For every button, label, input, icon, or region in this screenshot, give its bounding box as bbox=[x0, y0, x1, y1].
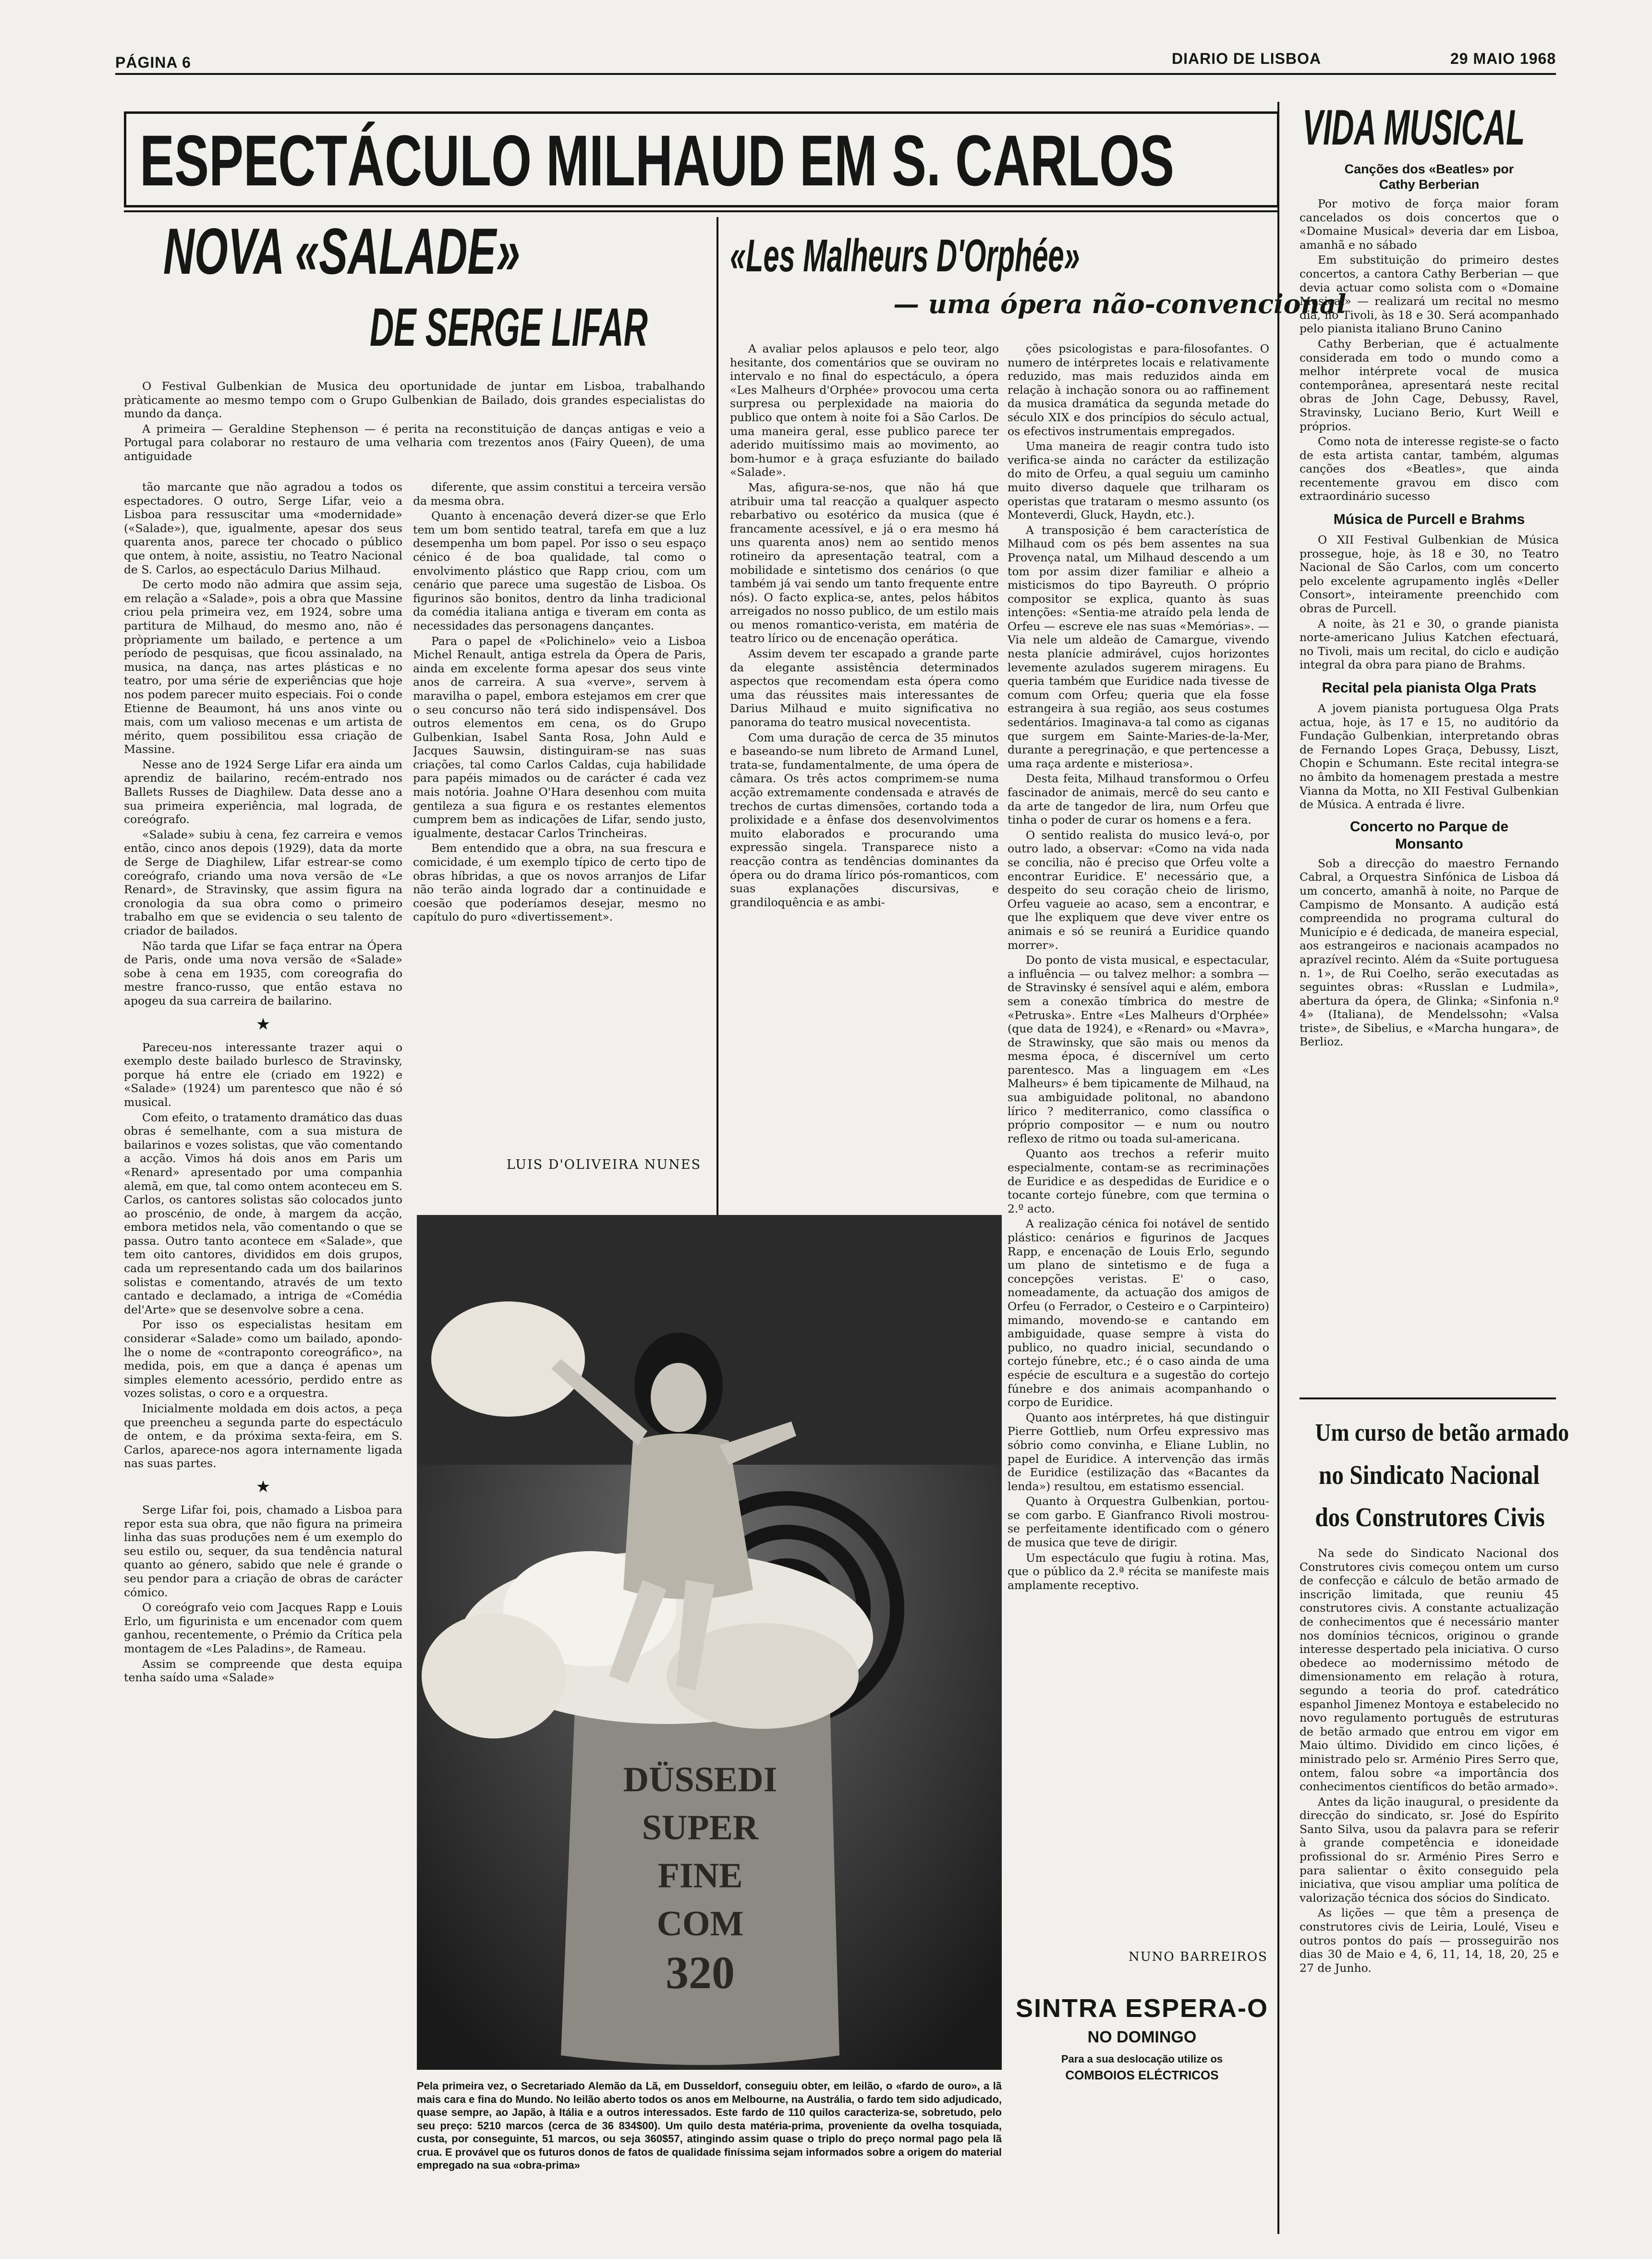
newspaper-name: DIARIO DE LISBOA bbox=[1172, 50, 1322, 67]
salade-paragraph: Para o papel de «Polichinelo» veio a Lisboa Michel Renault, antiga estrela da Ópera de Paris, ainda em excelente forma apesar dos seus vinte anos de carreira. A sua «verve», servem à maravilha o papel, embora estejamos em crer que o seu concurso não terá sido indispensável. Dos outros elementos em cena, os do Grupo Gulbenkian, Isabel Santa Rosa, John Auld e Jacques Sauwsin, distinguiram-se nas suas criações, tal como Carlos Caldas, cuja habilidade para papéis mimados ou de carácter é cada vez mais notória. Joahne O'Hara desenhou com muita gentileza a sua figura e os restantes elementos cumprem bem as indicações de Lifar, sendo justo, igualmente, destacar Carlos Trincheiras. bbox=[413, 634, 706, 840]
svg-text:DÜSSEDI: DÜSSEDI bbox=[623, 1760, 777, 1799]
curso-column bbox=[1300, 1546, 1559, 2238]
orphee-paragraph: A realização cénica foi notável de sentido plástico: cenários e figurinos de Jacques Rapp, e encenação de Louis Erlo, segundo um plano de sintetismo e de fuga a concepções veristas. E' o caso, nomeadamente, da actuação dos amigos de Orfeu (o Ferrador, o Cesteiro e o Carpinteiro) mimando, movendo-se e cantando em ambiguidade, quase sempre à vista do publico, no quadro inicial, secundando o cortejo fúnebre, etc.; é o caso ainda de uma espécie de escultura e a sugestão do cortejo fúnebre e dos animais acompanhando o corpo de Euridice. bbox=[1008, 1217, 1269, 1409]
vida-paragraph: Como nota de interesse registe-se o facto de esta artista cantar, também, algumas canções dos «Beatles», que ainda recentemente gravou em disco com extraordinário sucesso bbox=[1300, 435, 1559, 503]
svg-text:COM: COM bbox=[656, 1904, 744, 1943]
orphee-column-2 bbox=[1008, 342, 1269, 1946]
photo-caption: Pela primeira vez, o Secretariado Alemão da Lã, em Dusseldorf, conseguiu obter, em leilão, o «fardo de ouro», a lã mais cara e fina do Mundo. No leilão aberto todos os anos em Melbourne, na Austrália, o fardo tem sido adjudicado, quase sempre, ao Japão, à Itália e a outros interessados. Este fardo de 110 quilos caracteriza-se, sobretudo, pelo seu preço: 5210 marcos (cerca de 36 834$00). Um quilo desta matéria-prima, proveniente da ovelha tosquiada, custa, por conseguinte, 51 marcos, ou seja 360$57, atingindo assim quase o triplo do preço normal pago pela lã crua. E provável que os futuros donos de fatos de qualidade finíssima sejam informados sobre a origem do material empregado na sua «obra-prima» bbox=[417, 2080, 1002, 2171]
column-rule-vida bbox=[1277, 102, 1279, 2234]
orphee-subtitle: — uma ópera não-convencional bbox=[893, 289, 1347, 319]
svg-text:FINE: FINE bbox=[657, 1856, 743, 1895]
salade-paragraph: diferente, que assim constitui a terceira versão da mesma obra. bbox=[413, 480, 706, 508]
orphee-signature: NUNO BARREIROS bbox=[1129, 1950, 1268, 1964]
orphee-paragraph: Com uma duração de cerca de 35 minutos e baseando-se num libreto de Armand Lunel, trata-se, fundamentalmente, de uma ópera de câmara. Os três actos comprimem-se numa acção extremamente condensada e através de trechos de curtas dimensões, cortando toda a prolixidade e a ênfase dos desenvolvimentos muito elaborados e procurando uma expressão singela. Transparece nisto a reacção contra as tendências dominantes da ópera ou do drama lírico pós-romanticos, com suas explanações discursivas, e grandiloquência e as ambi- bbox=[730, 730, 999, 909]
salade-paragraph: Assim se compreende que desta equipa tenha saído uma «Salade» bbox=[124, 1657, 402, 1685]
vida-paragraph: O XII Festival Gulbenkian de Música prossegue, hoje, às 18 e 30, no Teatro Nacional de São Carlos, com um concerto pelo excelente agrupamento inglês «Deller Consort», inteiramente preenchido com obras de Purcell. bbox=[1300, 533, 1559, 616]
wool-bunch bbox=[431, 1301, 585, 1417]
curso-title bbox=[1300, 1412, 1569, 1539]
svg-text:320: 320 bbox=[666, 1947, 735, 1998]
salade-intro bbox=[124, 379, 705, 463]
vida-paragraph: Cathy Berberian, que é actualmente considerada em todo o mundo como a melhor intérprete vocal de musica contemporânea, apresentará neste recital obras de John Cage, Debussy, Ravel, Stravinsky, Luciano Berio, Kurt Weill e próprios. bbox=[1300, 337, 1559, 433]
salade-column-2 bbox=[413, 480, 706, 1153]
curso-paragraph: As lições — que têm a presença de construtores civis de Leiria, Loulé, Viseu e outros pontos do país — prosseguirão nos dias 30 de Maio e 4, 6, 11, 14, 18, 20, 25 e 27 de Junho. bbox=[1300, 1906, 1559, 1975]
salade-paragraph: tão marcante que não agradou a todos os espectadores. O outro, Serge Lifar, veio a Lisboa para ressuscitar uma «modernidade» («Salade»), que, igualmente, apesar dos seus quarenta anos, parece ter chocado o público que ontem, à noite, assistiu, no Teatro Nacional de S. Carlos, ao espectáculo Darius Milhaud. bbox=[124, 480, 402, 576]
sintra-trains: COMBOIOS ELÉCTRICOS bbox=[1065, 2068, 1219, 2082]
svg-text:SUPER: SUPER bbox=[642, 1808, 759, 1847]
vida-paragraph: Por motivo de força maior foram cancelados os dois concertos que o «Domaine Musical» deveria dar em Lisboa, amanhã e no sábado bbox=[1300, 197, 1559, 252]
curso-paragraph: Na sede do Sindicato Nacional dos Construtores civis começou ontem um curso de confecção e cálculo de betão armado de inscrição limitada, que reuniu 45 construtores civis. A constante actualização de conhecimentos que é necessário manter nos domínios técnicos, originou o grande interesse despertado pela iniciativa. O curso obedece ao modernissimo método de dimensionamento em relação à rotura, segundo a teoria do prof. catedrático espanhol Jimenez Montoya e estabelecido no novo regulamento português de estruturas de betão armado que entrou em vigor em Maio último. Dividido em cinco lições, é ministrado pelo sr. Arménio Pires Serro que, ontem, falou sobre «a importância dos conhecimentos científicos do betão armado». bbox=[1300, 1546, 1559, 1794]
salade-signature: LUIS D'OLIVEIRA NUNES bbox=[506, 1157, 701, 1172]
vida-sub-purcell: Música de Purcell e Brahms bbox=[1333, 511, 1525, 528]
orphee-column-1 bbox=[730, 342, 999, 1230]
sintra-day: NO DOMINGO bbox=[1087, 2028, 1197, 2046]
vida-sub-beatles: Canções dos «Beatles» por Cathy Berberian bbox=[1344, 162, 1514, 192]
photo-illustration bbox=[417, 1215, 1002, 2070]
orphee-paragraph: ções psicologistas e para-filosofantes. O numero de intérpretes locais e relativamente reduzido, mas mais reduzidos ainda em relação à inchação sonora ou ao raffinement da musica dramática da segunda metade do século XIX e dos princípios do século actual, os efectivos instrumentais empregados. bbox=[1008, 342, 1269, 438]
vida-musical-title: VIDA MUSICAL bbox=[1302, 100, 1525, 156]
sintra-text: Para a sua deslocação utilize os bbox=[1061, 2053, 1223, 2065]
vida-sub-prats: Recital pela pianista Olga Prats bbox=[1322, 680, 1537, 696]
vida-paragraph: Em substituição do primeiro destes concertos, a cantora Cathy Berberian — que devia actuar como solista com o «Domaine Musical» — realizará um recital no mesmo dia, no Tivoli, às 18 e 30. Será acompanhado pelo pianista italiano Bruno Canino bbox=[1300, 253, 1559, 336]
sintra-headline: SINTRA ESPERA-O bbox=[1015, 1994, 1269, 2023]
salade-paragraph: Pareceu-nos interessante trazer aqui o exemplo deste bailado burlesco de Stravinsky, porque há entre ele (criado em 1922) e «Salade» (1924) um parentesco que não é só musical. bbox=[124, 1040, 402, 1109]
main-headline-box bbox=[124, 111, 1279, 207]
orphee-paragraph: Um espectáculo que fugiu à rotina. Mas, que o público da 2.ª récita se manifeste mais amplamente receptivo. bbox=[1008, 1551, 1269, 1592]
salade-column-1 bbox=[124, 480, 402, 2228]
salade-paragraph: Por isso os especialistas hesitam em considerar «Salade» como um bailado, apondo-lhe o nome de «contraponto coreográfico», na medida, pois, em que a dança é apenas um simples elemento acessório, perdido entre as vozes solistas, o coro e a orquestra. bbox=[124, 1318, 402, 1400]
salade-intro-p2: A primeira — Geraldine Stephenson — é perita na reconstituição de danças antigas e veio a Portugal para colaborar no restauro de uma velharia com trezentos anos (Fairy Queen), de uma antiguidade bbox=[124, 422, 705, 463]
salade-paragraph: O coreógrafo veio com Jacques Rapp e Louis Erlo, um figurinista e um encenador com quem ganhou, recentemente, o Prémio da Crítica pela montagem de «Les Paladins», de Rameau. bbox=[124, 1601, 402, 1655]
salade-paragraph: Não tarda que Lifar se faça entrar na Ópera de Paris, onde uma nova versão de «Salade» sobe à cena em 1935, com coreografia do mestre franco-russo, que então estava no apogeu da sua carreira de bailarino. bbox=[124, 939, 402, 1008]
orphee-paragraph: Desta feita, Milhaud transformou o Orfeu fascinador de animais, mercê do seu canto e da arte de tangedor de lira, num Orfeu que tinha o poder de curar os homens e a fera. bbox=[1008, 772, 1269, 827]
orphee-paragraph: Quanto aos trechos a referir muito especialmente, contam-se as recriminações de Euridice e as despedidas de Euridice e o tocante cortejo fúnebre, com que termina o 2.º acto. bbox=[1008, 1147, 1269, 1215]
vida-paragraph: Sob a direcção do maestro Fernando Cabral, a Orquestra Sinfónica de Lisboa dá um concerto, amanhã à noite, no Parque de Campismo de Monsanto. A audição está compreendida no programa cultural do Município e é dedicada, de maneira especial, aos estrangeiros e nacionais acampados no aprazível recinto. Além da «Suite portuguesa n. 1», de Rui Coelho, serão executadas as seguintes obras: «Russlan e Ludmila», abertura da ópera, de Glinka; «Sinfonia n.º 4» (Italiana), de Mendelssohn; «Valsa triste», de Sibelius, e «Marcha hungara», de Berlioz. bbox=[1300, 856, 1559, 1049]
star-separator-icon: ★ bbox=[255, 1477, 271, 1496]
salade-paragraph: Bem entendido que a obra, na sua frescura e comicidade, é um exemplo típico de certo tipo de obras híbridas, a que os novos arranjos de Lifar não terão ainda logrado dar a continuidade e coesão que poderíamos desejar, mesmo no capítulo do puro «divertissement». bbox=[413, 841, 706, 924]
orphee-paragraph: O sentido realista do musico levá-o, por outro lado, a observar: «Como na vida nada se concilia, não é preciso que Orfeu volte a encontrar Euridice. E' necessário que, a despeito do seu coração cheio de lirismo, Orfeu vagueie ao acaso, sem a encontrar, e que lhe expliquem que deve viver entre os animais e só se reunirá a Euridice quando morrer». bbox=[1008, 828, 1269, 952]
page-number: PÁGINA 6 bbox=[115, 54, 191, 71]
column-rule-orphee bbox=[717, 217, 718, 1230]
salade-subtitle: DE SERGE LIFAR bbox=[370, 297, 648, 357]
salade-intro-p1: O Festival Gulbenkian de Musica deu oportunidade de juntar em Lisboa, trabalhando pràticamente ao mesmo tempo com o Grupo Gulbenkian de Bailado, dois grandes especialistas do mundo da dança. bbox=[124, 379, 705, 421]
masthead-rule bbox=[115, 73, 1556, 75]
salade-paragraph: Com efeito, o tratamento dramático das duas obras é semelhante, com a sua mistura de bailarinos e vozes solistas, que vão comentando a acção. Vimos há dois anos em Paris um «Renard» apresentado por uma companhia alemã, em que, tal como ontem aconteceu em S. Carlos, os cantores solistas são colocados junto ao proscénio, de onde, à margem da acção, embora metidos nela, vão comentando o que se passa. Outro tanto acontece em «Salade», que tem oito cantores, divididos em dois grupos, cada um representando cada um dos bailarinos solistas e comentando, através de um texto cantado e declamado, a intriga de «Comédia del'Arte» que se desenvolve sobre a cena. bbox=[124, 1110, 402, 1316]
orphee-paragraph: Assim devem ter escapado a grande parte da elegante assistência determinados aspectos que recomendam esta ópera como uma das réussites mais interessantes de Darius Milhaud e muito significativa no panorama do teatro musical novecentista. bbox=[730, 647, 999, 729]
curso-title-line: Um curso de betão armado bbox=[1315, 1419, 1569, 1446]
curso-paragraph: Antes da lição inaugural, o presidente da direcção do sindicato, sr. José do Espírito Santo Silva, usou da palavra para se referir à grande competência e idoneidade profissional do sr. Arménio Pires Serro e para salientar o êxito conseguido pela iniciativa, que visou ampliar uma política de valorização técnica dos sócios do Sindicato. bbox=[1300, 1795, 1559, 1905]
vida-paragraph: A jovem pianista portuguesa Olga Prats actua, hoje, às 17 e 15, no auditório da Fundação Gulbenkian, interpretando obras de Fernando Lopes Graça, Debussy, Liszt, Chopin e Schumann. Este recital integra-se no âmbito da homenagem prestada a mestre Vianna da Motta, no XII Festival Gulbenkian de Música. A entrada é livre. bbox=[1300, 702, 1559, 812]
salade-paragraph: Quanto à encenação deverá dizer-se que Erlo tem um bom sentido teatral, tarefa em que a luz desempenha um bom papel. Por isso o seu espaço cénico é de boa qualidade, tal como o envolvimento plástico que Rapp criou, com um cenário que parece uma sugestão de Lisboa. Os figurinos são bonitos, dentro da linha tradicional da comédia italiana antiga e tiveram em conta as necessidades das personagens dançantes. bbox=[413, 509, 706, 632]
main-headline: ESPECTÁCULO MILHAUD EM S. CARLOS bbox=[140, 120, 1175, 201]
orphee-paragraph: Quanto à Orquestra Gulbenkian, portou-se com garbo. E Gianfranco Rivoli mostrou-se perfeitamente identificado com o género de musica que teve de dirigir. bbox=[1008, 1494, 1269, 1550]
orphee-title: «Les Malheurs D'Orphée» bbox=[730, 230, 1080, 281]
orphee-paragraph: A transposição é bem característica de Milhaud com os pés bem assentes na sua Provença natal, um Milhaud descendo a um tom por assim dizer familiar e alheio a misticismos do tipo Bayreuth. O próprio compositor se explica, quanto às suas intenções: «Sentia-me atraído pela lenda de Orfeu — escreve ele nas suas «Memórias». — Via nele um aldeão de Camargue, vivendo nesta planície admirável, cujos horizontes levemente azulados sugerem miragens. Eu queria também que Euridice nada tivesse de comum com Orfeu; queria que ela fosse estrangeira à sua região, aos seus costumes sedentários. Imaginava-a tal como as ciganas que surgem em Sainte-Maries-de-la-Mer, durante a peregrinação, e que pertencesse a uma raça ardente e misteriosa». bbox=[1008, 523, 1269, 770]
curso-title-line: no Sindicato Nacional bbox=[1318, 1460, 1540, 1490]
orphee-paragraph: Do ponto de vista musical, e espectacular, a influência — ou talvez melhor: a sombra — de Stravinsky é sensível aqui e além, embora sem a conexão tímbrica do mestre de «Petruska». Entre «Les Malheurs d'Orphée» (que data de 1924), e «Renard» ou «Mavra», de Strawinsky, que são mais ou menos da mesma época, é discernível um certo parentesco. Mas a linguagem em «Les Malheurs» é bem tipicamente de Milhaud, na sua ambiguidade politonal, no abandono lírico ? mediterranico, como classífica o próprio compositor — e num ou noutro reflexo de ritmo ou toada sul-americana. bbox=[1008, 953, 1269, 1145]
salade-paragraph: Nesse ano de 1924 Serge Lifar era ainda um aprendiz de bailarino, recém-entrado nos Ballets Russes de Diaghilew. Data desse ano a sua primeira experiência, mal lograda, de coreógrafo. bbox=[124, 757, 402, 826]
star-separator-icon: ★ bbox=[255, 1014, 271, 1034]
salade-paragraph: Inicialmente moldada em dois actos, a peça que preencheu a segunda parte do espectáculo de ontem, e da próxima sexta-feira, em S. Carlos, aparece-nos agora internamente ligada nas suas partes. bbox=[124, 1402, 402, 1470]
orphee-paragraph: Uma maneira de reagir contra tudo isto verifica-se ainda no carácter da estilização do mito de Orfeu, a qual seguiu um caminho muito diverso daquele que trilharam os operistas que trataram o mesmo assunto (os Monteverdi, Gluck, Haydn, etc.). bbox=[1008, 439, 1269, 522]
orphee-paragraph: Quanto aos intérpretes, há que distinguir Pierre Gottlieb, num Orfeu expressivo mas sóbrio como convinha, e Eliane Lublin, no papel de Euridice. A intervenção das irmãs de Euridice (estilização das «Bacantes da lenda») resultou, em estatismo essencial. bbox=[1008, 1410, 1269, 1493]
vida-sub-monsanto: Concerto no Parque de Monsanto bbox=[1349, 818, 1509, 852]
salade-paragraph: De certo modo não admira que assim seja, em relação a «Salade», pois a obra que Massine criou pela primeira vez, em 1924, sobre uma partitura de Milhaud, do mesmo ano, não é pròpriamente um bailado, e pertence a um período de pesquisas, que ficou assinalado, na musica, na dança, nas artes plásticas e no teatro, por uma série de experiências que hoje nos podem parecer muito especiais. Foi o conde Etienne de Beaumont, há uns anos vinte ou mais, com um valioso mecenas e um artista de mérito, quem possibilitou essa criação de Massine. bbox=[124, 578, 402, 756]
vida-paragraph: A noite, às 21 e 30, o grande pianista norte-americano Julius Katchen efectuará, no Tivoli, mais um recital, do ciclo e audição integral da obra para piano de Brahms. bbox=[1300, 617, 1559, 672]
issue-date: 29 MAIO 1968 bbox=[1450, 50, 1556, 67]
salade-title: NOVA «SALADE» bbox=[163, 215, 521, 288]
salade-paragraph: «Salade» subiu à cena, fez carreira e vemos então, cinco anos depois (1929), data da morte de Serge de Diaghilew, Lifar estrear-se como coreógrafo, criando uma nova versão de «Le Renard», de Stravinsky, que assim figura na cronologia da sua obra como o primeiro trabalho em que se evidencia o seu talento de criador de bailados. bbox=[124, 827, 402, 937]
salade-paragraph: Serge Lifar foi, pois, chamado a Lisboa para repor esta sua obra, que não figura na primeira linha das suas produções nem é um exemplo do seu estilo ou, sequer, da sua tendência natural quanto ao género, sabido que nele é grande o seu pendor para a criação de obras de carácter cómico. bbox=[124, 1503, 402, 1599]
orphee-paragraph: A avaliar pelos aplausos e pelo teor, algo hesitante, dos comentários que se ouviram no intervalo e no final do espectáculo, a ópera «Les Malheurs d'Orphée» provocou uma certa surpresa ou perplexidade na maioria do publico que ontem à noite foi a São Carlos. De uma maneira geral, esse publico parece ter aderido muitíssimo mais ao movimento, ao bom-humor e à graça esfuziante do bailado «Salade». bbox=[730, 342, 999, 479]
wool-bale-photo bbox=[417, 1215, 1002, 2070]
vida-musical-column bbox=[1300, 161, 1559, 1391]
curso-title-line: dos Construtores Civis bbox=[1315, 1503, 1545, 1532]
sintra-advert bbox=[1012, 1993, 1272, 2083]
orphee-paragraph: Mas, afigura-se-nos, que não há que atribuir uma tal reacção a qualquer aspecto rebarbativo ou esotérico da musica (que é francamente acessível, e já o era mesmo há uns quarenta anos) nem ao sentido menos rotineiro da apresentação teatral, com a mobilidade e sintetismo dos cenários (o que também já vai sendo um tanto frequente entre nós). O facto explica-se, antes, pelos hábitos arreigados no nosso publico, de um estilo mais ou menos romantico-verista, em matéria de teatro lírico ou de encenação operática. bbox=[730, 480, 999, 645]
